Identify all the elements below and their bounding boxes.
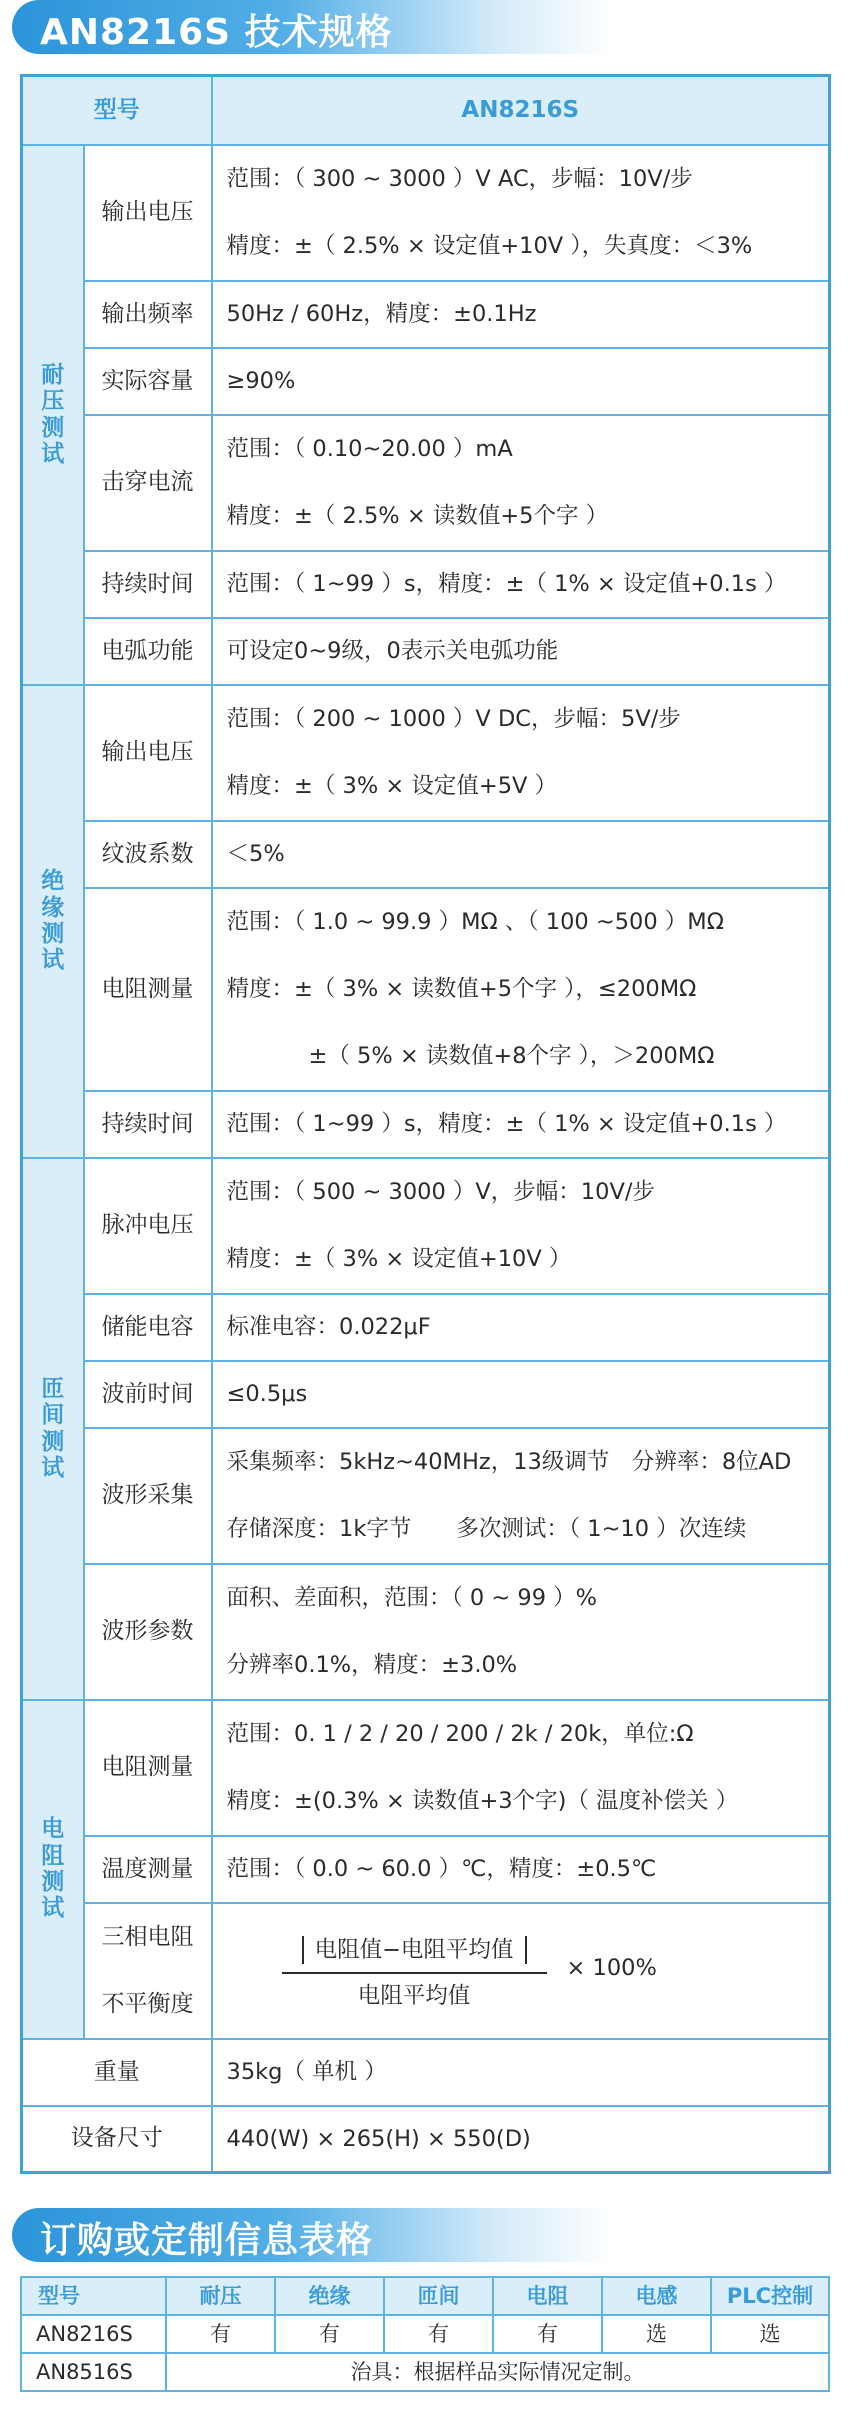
table-row xyxy=(22,618,830,685)
order-cell: 有 xyxy=(384,2315,493,2353)
item-label: 持续时间 xyxy=(84,1091,212,1158)
item-label: 纹波系数 xyxy=(84,821,212,888)
order-cell: 有 xyxy=(275,2315,384,2353)
order-cell: AN8216S xyxy=(21,2315,166,2353)
spec-value: 50Hz / 60Hz，精度：±0.1Hz xyxy=(212,281,830,348)
table-row xyxy=(22,2106,830,2173)
order-title: 订购或定制信息表格 xyxy=(40,2220,374,2261)
category-resistance: 电阻测试 xyxy=(22,1700,84,2039)
table-row xyxy=(22,685,830,821)
item-label: 输出频率 xyxy=(84,281,212,348)
item-label: 输出电压 xyxy=(84,685,212,821)
spec-value: 范围：0. 1 / 2 / 20 / 200 / 2k / 20k，单位:Ω 精度：±(0.3% × 读数值+3个字)（ 温度补偿关 ） xyxy=(212,1700,830,1836)
order-cell: 有 xyxy=(166,2315,275,2353)
spec-value: 440(W) × 265(H) × 550(D) xyxy=(212,2106,830,2173)
order-header-row xyxy=(21,2277,829,2315)
spec-value: 范围：（ 300 ~ 3000 ）V AC，步幅：10V/步 精度：±（ 2.5% × 设定值+10V ），失真度：＜3% xyxy=(212,145,830,281)
table-row xyxy=(22,1294,830,1361)
category-interturn: 匝间测试 xyxy=(22,1158,84,1700)
table-row xyxy=(22,348,830,415)
order-header-cell: 电感 xyxy=(602,2277,711,2315)
table-row xyxy=(22,1564,830,1700)
spec-value: 范围：（ 200 ~ 1000 ）V DC，步幅：5V/步 精度：±（ 3% × 设定值+5V ） xyxy=(212,685,830,821)
formula-multiplier: × 100% xyxy=(566,1954,657,1981)
formula-numerator: 电阻值−电阻平均值 xyxy=(282,1932,547,1968)
order-row xyxy=(21,2315,829,2353)
order-header-cell: PLC控制 xyxy=(711,2277,829,2315)
item-label: 重量 xyxy=(22,2039,212,2106)
header-model-value: AN8216S xyxy=(212,76,830,145)
order-cell: 选 xyxy=(602,2315,711,2353)
spec-value: 范围：（ 1~99 ）s，精度：±（ 1% × 设定值+0.1s ） xyxy=(212,1091,830,1158)
order-header-cell: 电阻 xyxy=(493,2277,602,2315)
spec-value: 标准电容：0.022μF xyxy=(212,1294,830,1361)
category-hipot: 耐压测试 xyxy=(22,145,84,685)
table-row xyxy=(22,1158,830,1294)
table-row xyxy=(22,1700,830,1836)
spec-title: AN8216S 技术规格 xyxy=(40,12,393,53)
item-label: 设备尺寸 xyxy=(22,2106,212,2173)
order-note: 治具：根据样品实际情况定制。 xyxy=(166,2353,829,2391)
item-label: 电弧功能 xyxy=(84,618,212,685)
spec-value: 范围：（ 0.0 ~ 60.0 ）℃，精度：±0.5℃ xyxy=(212,1836,830,1903)
unbalance-formula xyxy=(212,1903,830,2039)
item-label: 持续时间 xyxy=(84,551,212,618)
spec-value: ≤0.5μs xyxy=(212,1361,830,1428)
spec-value: 范围：（ 500 ~ 3000 ）V，步幅：10V/步 精度：±（ 3% × 设定值+10V ） xyxy=(212,1158,830,1294)
spec-value: 35kg（ 单机 ） xyxy=(212,2039,830,2106)
fraction-bar xyxy=(282,1972,547,1974)
spec-header-row xyxy=(22,76,830,145)
order-cell: 选 xyxy=(711,2315,829,2353)
spec-value: 面积、差面积，范围：（ 0 ~ 99 ）% 分辨率0.1%，精度：±3.0% xyxy=(212,1564,830,1700)
spec-table xyxy=(20,74,831,2174)
table-row xyxy=(22,1361,830,1428)
order-row xyxy=(21,2353,829,2391)
table-row xyxy=(22,281,830,348)
table-row xyxy=(22,888,830,1091)
order-cell: AN8516S xyxy=(21,2353,166,2391)
spec-value: ≥90% xyxy=(212,348,830,415)
order-table xyxy=(20,2276,830,2392)
item-label: 实际容量 xyxy=(84,348,212,415)
table-row xyxy=(22,551,830,618)
spec-value: 可设定0~9级，0表示关电弧功能 xyxy=(212,618,830,685)
order-header-cell: 型号 xyxy=(21,2277,166,2315)
item-label: 波形采集 xyxy=(84,1428,212,1564)
table-row xyxy=(22,1903,830,2039)
table-row xyxy=(22,415,830,551)
item-label: 电阻测量 xyxy=(84,1700,212,1836)
order-header-cell: 绝缘 xyxy=(275,2277,384,2315)
item-label: 储能电容 xyxy=(84,1294,212,1361)
header-model-label: 型号 xyxy=(22,76,212,145)
order-header-cell: 耐压 xyxy=(166,2277,275,2315)
table-row xyxy=(22,1836,830,1903)
item-label: 波前时间 xyxy=(84,1361,212,1428)
formula-denominator: 电阻平均值 xyxy=(357,1982,471,2009)
item-label: 脉冲电压 xyxy=(84,1158,212,1294)
spec-value: ＜5% xyxy=(212,821,830,888)
table-row xyxy=(22,1428,830,1564)
spec-value: 范围：（ 0.10~20.00 ）mA 精度：±（ 2.5% × 读数值+5个字 ） xyxy=(212,415,830,551)
category-insulation: 绝缘测试 xyxy=(22,685,84,1158)
item-label: 温度测量 xyxy=(84,1836,212,1903)
spec-title-banner xyxy=(12,0,612,54)
table-row xyxy=(22,145,830,281)
order-header-cell: 匝间 xyxy=(384,2277,493,2315)
spec-value: 范围：（ 1.0 ~ 99.9 ）MΩ 、（ 100 ~500 ）MΩ 精度：±（ 3% × 读数值+5个字 ），≤200MΩ ±（ 5% × 读数值+8个字 ），＞200MΩ xyxy=(212,888,830,1091)
item-label: 电阻测量 xyxy=(84,888,212,1091)
item-label: 波形参数 xyxy=(84,1564,212,1700)
item-label: 三相电阻 不平衡度 xyxy=(84,1903,212,2039)
item-label: 输出电压 xyxy=(84,145,212,281)
spec-value: 范围：（ 1~99 ）s，精度：±（ 1% × 设定值+0.1s ） xyxy=(212,551,830,618)
table-row xyxy=(22,2039,830,2106)
order-cell: 有 xyxy=(493,2315,602,2353)
spec-value: 采集频率：5kHz~40MHz，13级调节 分辨率：8位AD 存储深度：1k字节 多次测试：（ 1~10 ）次连续 xyxy=(212,1428,830,1564)
table-row xyxy=(22,1091,830,1158)
order-title-banner xyxy=(12,2208,612,2262)
table-row xyxy=(22,821,830,888)
item-label: 击穿电流 xyxy=(84,415,212,551)
